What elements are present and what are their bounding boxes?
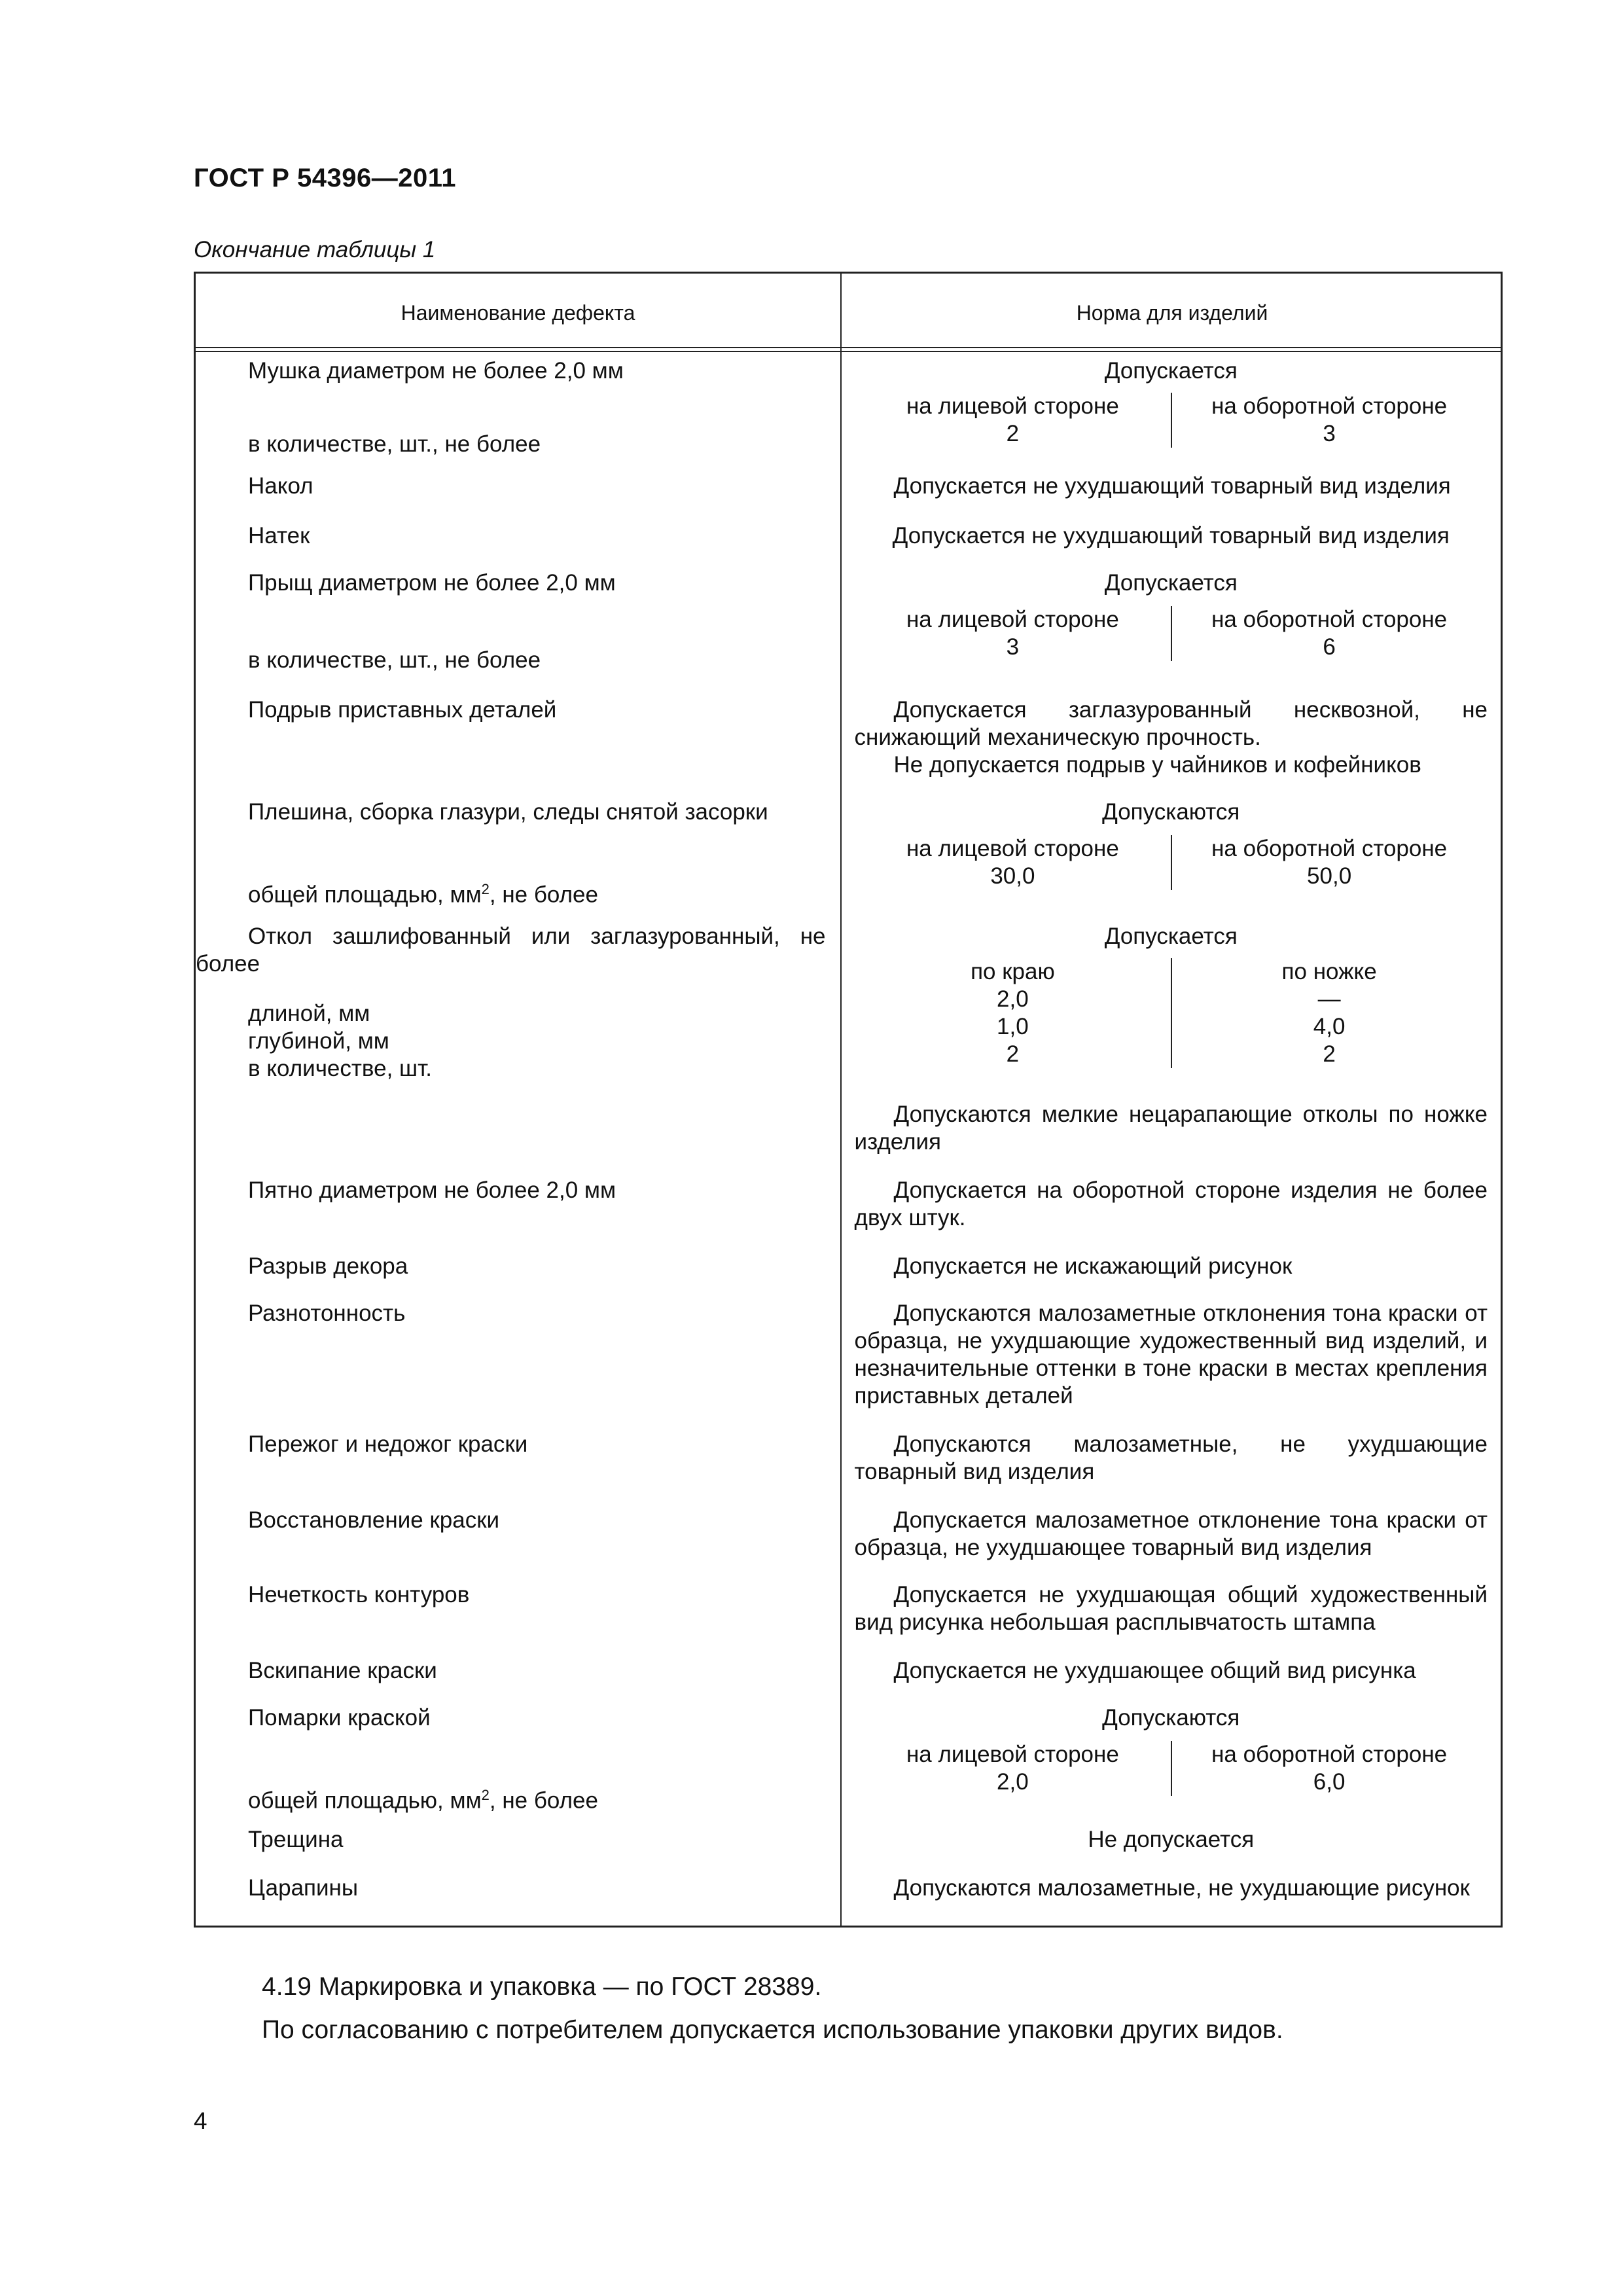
norm-text: Допускается заглазурованный несквозной, не снижающий механическую прочность. [854,697,1488,750]
defect-name: Откол зашлифованный или заглазурованный, не более [196,924,826,977]
table-row [196,357,1501,473]
defect-depth: глубиной, мм [248,1028,389,1054]
face-value: 2 [1006,421,1020,446]
norm-text: Допускается не ухудшающая общий художественный вид рисунка небольшая расплывчатость штампа [854,1582,1488,1635]
foot-label: по ножке [1281,959,1377,984]
defect-length: длиной, мм [248,1001,370,1026]
defect-name: Разрыв декора [248,1253,408,1279]
table-row [196,1253,1501,1300]
defect-count: в количестве, шт. [248,1056,432,1081]
table-row [196,696,1501,798]
header-rule-double [196,351,1501,352]
back-value: 6 [1323,634,1336,660]
norm-text: Допускается [1104,358,1238,384]
defect-name: Восстановление краски [248,1507,500,1533]
page-number: 4 [194,2108,207,2134]
table-row [196,1826,1501,1874]
table-row [196,1874,1501,1940]
face-value: 3 [1006,634,1020,660]
back-value: 3 [1323,421,1336,446]
split-divider [1171,835,1172,890]
defect-name: Натек [248,523,310,548]
defect-name: Накол [248,473,313,499]
norm-text: Допускается [1104,570,1238,596]
column-header-norm: Норма для изделий [1076,301,1268,325]
face-label: на лицевой стороне [906,607,1119,632]
table-row [196,1300,1501,1431]
norm-text: Допускается [1104,924,1238,949]
norm-text: Допускаются [1102,1705,1240,1731]
defect-name: Пережог и недожог краски [248,1431,528,1457]
norm-text: Допускается не ухудшающий товарный вид изделия [893,473,1451,499]
norm-text: Допускается не ухудшающий товарный вид изделия [892,523,1450,548]
defect-name: Мушка диаметром не более 2,0 мм [248,358,624,384]
split-divider [1171,958,1172,1068]
back-label: на оборотной стороне [1211,1742,1448,1767]
table-row [196,1704,1501,1826]
edge-count: 2 [1006,1041,1020,1067]
split-divider [1171,606,1172,661]
norm-text: Допускается на оборотной стороне изделия не более двух штук. [854,1177,1488,1230]
split-values [855,606,1488,661]
face-label: на лицевой стороне [906,1742,1119,1767]
clause-4-19: 4.19 Маркировка и упаковка — по ГОСТ 28389. [262,1973,822,2001]
face-value: 2,0 [997,1769,1029,1795]
table-row [196,1581,1501,1657]
split-values [855,1741,1488,1796]
face-label: на лицевой стороне [906,836,1119,861]
superscript: 2 [481,881,490,897]
defect-name: Царапины [248,1875,359,1901]
norm-text: Допускаются [1102,799,1240,825]
split-divider [1171,1741,1172,1796]
edge-depth: 1,0 [997,1014,1029,1039]
defect-sub [248,1782,826,1815]
defect-name: Трещина [248,1827,344,1852]
document-id: ГОСТ Р 54396—2011 [194,164,456,192]
defect-name: Подрыв приставных деталей [248,697,557,723]
norm-text: Не допускается [1088,1827,1255,1852]
defects-table [194,272,1503,1928]
superscript: 2 [481,1787,490,1803]
table-row [196,1101,1501,1177]
column-header-defect: Наименование дефекта [401,301,635,325]
defect-name: Пятно диаметром не более 2,0 мм [248,1177,616,1203]
table-row [196,569,1501,696]
back-label: на оборотной стороне [1211,836,1448,861]
defect-sub [248,876,826,909]
defect-sub: в количестве, шт., не более [248,431,541,457]
norm-text: Допускается не искажающий рисунок [893,1253,1293,1279]
norm-text: Допускаются малозаметные отклонения тона краски от образца, не ухудшающие художественный вид изделий, и незначительные оттенки в тоне краски в местах крепления приставных деталей [854,1300,1488,1408]
norm-text: Допускаются малозаметные, не ухудшающие товарный вид изделия [854,1431,1488,1484]
norm-text: Допускается малозаметное отклонение тона краски от образца, не ухудшающее товарный вид изделия [854,1507,1488,1560]
clause-4-19-note: По согласованию с потребителем допускается использование упаковки других видов. [262,2016,1283,2044]
split-values [855,958,1488,1068]
back-value: 50,0 [1307,863,1352,889]
defect-name: Прыщ диаметром не более 2,0 мм [248,570,616,596]
table-row [196,522,1501,569]
table-body [196,357,1501,1940]
norm-note: Допускаются мелкие нецарапающие отколы по ножке изделия [854,1102,1488,1155]
norm-text: Допускаются малозаметные, не ухудшающие рисунок [893,1875,1470,1901]
table-row [196,923,1501,1101]
defect-name: Нечеткость контуров [248,1582,470,1607]
foot-length: — [1317,986,1341,1012]
split-values [855,393,1488,448]
split-divider [1171,393,1172,448]
defect-name: Вскипание краски [248,1658,437,1683]
norm-text-2: Не допускается подрыв у чайников и кофейников [893,752,1421,778]
back-label: на оборотной стороне [1211,393,1448,419]
split-values [855,835,1488,890]
foot-depth: 4,0 [1313,1014,1346,1039]
norm-text: Допускается не ухудшающее общий вид рисунка [893,1658,1416,1683]
table-row [196,473,1501,522]
table-row [196,1177,1501,1253]
defect-sub-text: общей площадью, мм [248,1787,482,1814]
table-row [196,1657,1501,1704]
table-caption: Окончание таблицы 1 [194,237,436,262]
foot-count: 2 [1323,1041,1336,1067]
header-rule [196,347,1501,348]
edge-label: по краю [971,959,1055,984]
defect-sub-text: общей площадью, мм [248,882,482,908]
table-row [196,1507,1501,1581]
defect-name: Помарки краской [248,1705,431,1731]
defect-sub-tail: , не более [489,1787,598,1814]
defect-name: Разнотонность [248,1300,406,1326]
table-row [196,1431,1501,1507]
face-value: 30,0 [990,863,1035,889]
defect-sub: в количестве, шт., не более [248,647,541,673]
back-label: на оборотной стороне [1211,607,1448,632]
defect-name: Плешина, сборка глазури, следы снятой засорки [248,799,768,825]
defect-sub-tail: , не более [489,882,598,908]
edge-length: 2,0 [997,986,1029,1012]
face-label: на лицевой стороне [906,393,1119,419]
table-row [196,798,1501,923]
back-value: 6,0 [1313,1769,1346,1795]
